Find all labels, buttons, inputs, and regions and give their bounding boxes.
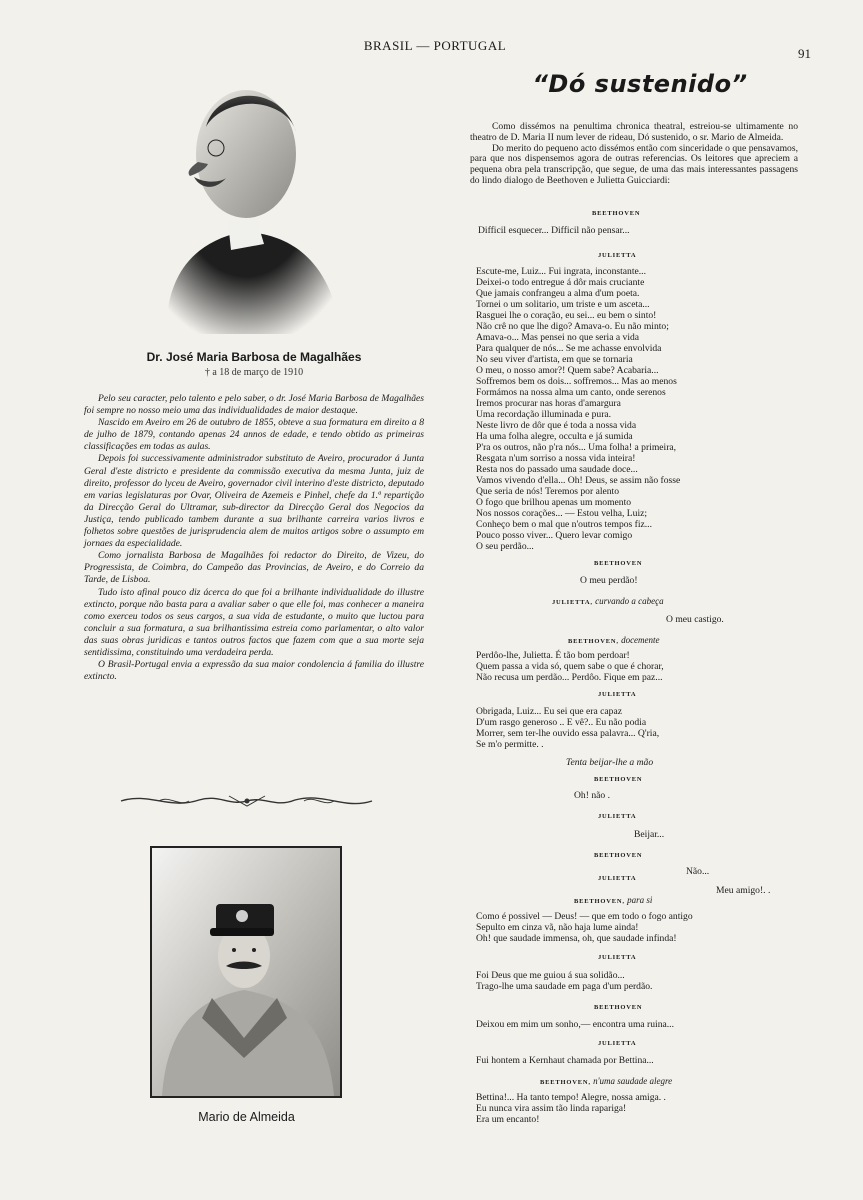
text: Formámos na nossa alma um canto, onde serenos: [476, 387, 666, 398]
text: Sepulto em cinza vã, não haja lume ainda!: [476, 922, 639, 933]
bio-paragraph: Tudo isto afinal pouco diz ácerca do que foi a brilhante individualidade do illustre extincto, porque não basta para a avaliar saber o que elle foi, mas conhecer a maneira como exerceu todos os seus cargos, a sua vida de estudante, o muito que luctou para concluir a sua formatura, a sua brilhantissima estreia como parlamentar, o alto valor das suas obras juridicas e tantos outros factos que fazem com que a sua morte seja sentidissima, constituindo uma verdadeira perda.: [84, 586, 424, 658]
text: No seu viver d'artista, em que se tornaria: [476, 354, 633, 365]
speaker-label: [552, 596, 664, 606]
decorative-ornament: [119, 790, 374, 812]
text: Deixou em mim um sonho,— encontra uma ruina...: [476, 1019, 674, 1030]
text: Tenta beijar-lhe a mão: [566, 757, 654, 768]
text: Era um encanto!: [476, 1114, 540, 1125]
stage-direction: curvando a cabeça: [592, 596, 664, 606]
speaker-label: [598, 252, 636, 259]
verse-line: [478, 226, 630, 237]
bio-paragraph: Depois foi successivamente administrador substituto de Aveiro, procurador á Junta Geral d'este districto e presidente da commissão executiva da mesma Junta, juiz de direito, professor do lyceu de Aveiro, governador civil interino d'este districto, deputado em varias legislaturas por Ovar, Oliveira de Azemeis e Pinhel, chefe da 1.ª repartição da Direcção Geral do Ultramar, sub-director da Direcção Geral dos Negocios da Justiça, tendo publicado tambem durante a sua brilhante carreira varios livros e folhetos sobre questões de jurisprudencia alem de muitos artigos sobre o assumpto em jornaes da especialidade.: [84, 453, 424, 550]
speaker-label: [594, 852, 642, 859]
text: Uma recordação illuminada e pura.: [476, 409, 612, 420]
intro-paragraph: Do merito do pequeno acto dissémos então com sinceridade o que pensavamos, para que nos dispensemos agora de outras referencias. Os leitores que apreciem a pequena obra pela transcripção, que segue, de uma das mais interessantes passagens do lindo dialogo de Beethoven e Julietta Guicciardi:: [470, 142, 798, 186]
verse-line: [634, 830, 664, 841]
text: Eu nunca vira assim tão linda rapariga!: [476, 1103, 627, 1114]
photo-caption: Mario de Almeida: [198, 1110, 295, 1124]
speaker-label: [594, 560, 642, 567]
text: BEETHOVEN: [594, 560, 643, 567]
text: P'ra os outros, não p'ra nós... Uma folha! a primeira,: [476, 442, 677, 453]
text: O seu perdão...: [476, 541, 534, 552]
text: Tornei o um solitario, um triste e um asceta...: [476, 299, 650, 310]
speaker-label: [598, 875, 636, 882]
text: O meu, o nosso amor?! Quem sabe? Acabaria...: [476, 365, 659, 376]
verse-line: [476, 1056, 654, 1067]
text: Morrer, sem ter-lhe ouvido essa palavra... Q'ria,: [476, 728, 660, 739]
text: Rasguei lhe o coração, eu sei... eu bem o sinto!: [476, 310, 657, 321]
intro-paragraph: Como dissémos na penultima chronica theatral, estreiou-se ultimamente no theatro de D. Maria II num lever de rideau, Dó sustenido, o sr. Mario de Almeida.: [470, 121, 798, 143]
text: Perdôo-lhe, Julietta. É tão bom perdoar!: [476, 650, 630, 661]
text: Resta nos do passado uma saudade doce...: [476, 464, 638, 475]
photo-mario-de-almeida: [150, 846, 342, 1098]
text: Pouco posso viver... Quero levar comigo: [476, 530, 633, 541]
page-number: 91: [798, 46, 811, 61]
speaker-label: [598, 954, 636, 961]
text: Como é possivel — Deus! — que em todo o fogo antigo: [476, 911, 693, 922]
text: O meu perdão!: [580, 575, 638, 586]
stage-direction: [566, 757, 653, 768]
verse-line: [476, 1020, 674, 1031]
verse-line: [476, 934, 677, 945]
page-header: [0, 38, 863, 61]
verse-line: [574, 791, 610, 802]
text: Que jamais confrangeu a alma d'um poeta.: [476, 288, 640, 299]
bio-paragraph: Pelo seu caracter, pelo talento e pelo saber, o dr. José Maria Barbosa de Magalhães foi sempre no nosso meio uma das individualidades de maior destaque.: [84, 393, 424, 417]
text: BEETHOVEN: [594, 776, 643, 783]
text: D'um rasgo generoso .. E vê?.. Eu não podia: [476, 717, 647, 728]
text: Obrigada, Luiz... Eu sei que era capaz: [476, 706, 622, 717]
text: Não recusa um perdão... Perdôo. Fique em paz...: [476, 672, 663, 683]
portrait-caption-date: † a 18 de março de 1910: [204, 367, 304, 378]
text: BEETHOVEN,: [540, 1079, 591, 1086]
text: O fogo que brilhou apenas um momento: [476, 497, 632, 508]
text: Meu amigo!. .: [716, 885, 771, 896]
article-intro: [470, 122, 798, 187]
speaker-label: [598, 691, 636, 698]
magazine-title: BRASIL — PORTUGAL: [363, 38, 507, 53]
text: Para qualquer de nós... Se me achasse envolvida: [476, 343, 662, 354]
text: Se m'o permitte. .: [476, 739, 544, 750]
verse-line: [716, 886, 770, 897]
text: Iremos procurar nas horas d'amargura: [476, 398, 621, 409]
text: JULIETTA: [598, 813, 637, 820]
text: BEETHOVEN: [592, 210, 641, 217]
text: Deixei-o todo entregue á dôr mais cruciante: [476, 277, 645, 288]
text: Trago-lhe uma saudade em paga d'um perdão.: [476, 981, 653, 992]
text: Amava-o... Mas pensei no que seria a vida: [476, 332, 640, 343]
text: O meu castigo.: [666, 614, 724, 625]
speaker-label: [598, 1040, 636, 1047]
stage-direction: para si: [624, 895, 653, 905]
text: Bettina!... Ha tanto tempo! Alegre, nossa amiga. .: [476, 1092, 666, 1103]
text: JULIETTA: [598, 691, 637, 698]
bio-paragraph: O Brasil-Portugal envia a expressão da sua maior condolencia á familia do illustre extincto.: [84, 659, 424, 683]
stage-direction: n'uma saudade alegre: [590, 1076, 673, 1086]
text: JULIETTA: [598, 1040, 637, 1047]
verse-line: [476, 1115, 539, 1126]
text: Neste livro de dôr que é toda a nossa vida: [476, 420, 637, 431]
bio-paragraph: Nascido em Aveiro em 26 de outubro de 1855, obteve a sua formatura em direito a 8 de julho de 1879, contando apenas 24 annos de edade, e tendo obtido as primeiras classificações em todas as aulas.: [84, 417, 424, 453]
text: Resgata n'um sorriso a nossa vida inteira!: [476, 453, 636, 464]
text: JULIETTA: [598, 252, 637, 259]
text: Oh! que saudade immensa, oh, que saudade infinda!: [476, 933, 677, 944]
text: JULIETTA: [598, 875, 637, 882]
text: Quem passa a vida só, quem sabe o que é chorar,: [476, 661, 664, 672]
verse-line: [580, 576, 638, 587]
text: BEETHOVEN: [594, 852, 643, 859]
obituary-text: [84, 393, 424, 683]
portrait-barbosa-de-magalhaes: [146, 72, 346, 334]
speaker-label: [598, 813, 636, 820]
speaker-label: [568, 635, 660, 645]
verse-line: [476, 673, 663, 684]
text: Nos nossos corações... — Estou velha, Luiz;: [476, 508, 648, 519]
text: JULIETTA: [598, 954, 637, 961]
text: BEETHOVEN,: [568, 638, 619, 645]
bio-paragraph: Como jornalista Barbosa de Magalhães foi redactor do Direito, de Vizeu, do Progressista, de Coimbra, do Campeão das Provincias, de Aveiro, e do Correio da Tarde, de Lisboa.: [84, 550, 424, 586]
text: BEETHOVEN: [594, 1004, 643, 1011]
verse-line: [686, 867, 709, 878]
text: Não crê no que lhe digo? Amava-o. Eu não minto;: [476, 321, 669, 332]
text: Conheço bem o mal que n'outros tempos fiz...: [476, 519, 652, 530]
text: Foi Deus que me guiou á sua solidão...: [476, 970, 625, 981]
text: Que seria de nós! Teremos por alento: [476, 486, 620, 497]
photo-image: [152, 848, 340, 1096]
stage-direction: docemente: [618, 635, 660, 645]
verse-line: [476, 542, 534, 553]
article-title: “Dó sustenido”: [532, 70, 748, 98]
speaker-label: [594, 1004, 642, 1011]
speaker-label: [540, 1076, 672, 1086]
text: Ha uma folha alegre, occulta e já sumida: [476, 431, 633, 442]
portrait-caption-name: Dr. José Maria Barbosa de Magalhães: [146, 350, 362, 364]
verse-line: [476, 740, 544, 751]
text: Escute-me, Luiz... Fui ingrata, inconstante...: [476, 266, 646, 277]
text: BEETHOVEN,: [574, 898, 625, 905]
speaker-label: [574, 895, 652, 905]
speaker-label: [594, 776, 642, 783]
text: Oh! não .: [574, 790, 610, 801]
text: Vamos vivendo d'ella... Oh! Deus, se assim não fosse: [476, 475, 681, 486]
text: Soffremos bem os dois... soffremos... Mas ao menos: [476, 376, 677, 387]
verse-line: [476, 982, 652, 993]
speaker-label: [592, 210, 640, 217]
text: Beijar...: [634, 829, 665, 840]
verse-line: [666, 615, 724, 626]
text: Difficil esquecer... Difficil não pensar...: [478, 225, 630, 236]
text: Não...: [686, 866, 710, 877]
text: Fui hontem a Kernhaut chamada por Bettina...: [476, 1055, 654, 1066]
text: JULIETTA,: [552, 599, 593, 606]
